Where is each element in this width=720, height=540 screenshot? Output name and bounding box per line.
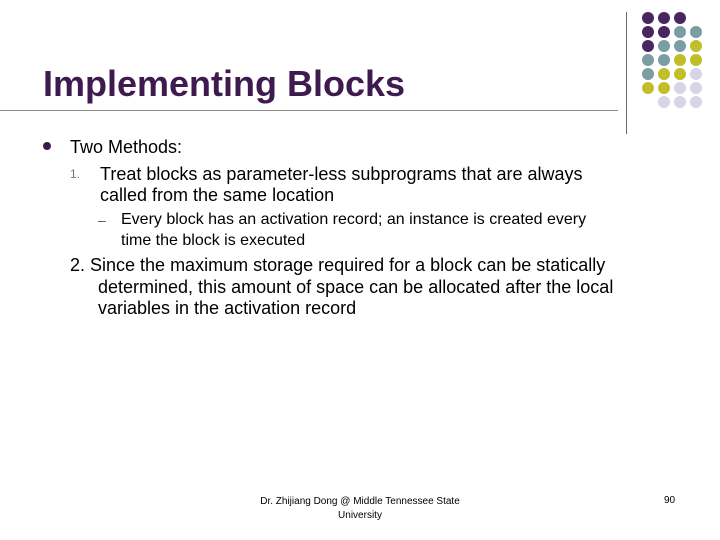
- decorative-dot: [690, 26, 702, 38]
- decorative-dot: [674, 26, 686, 38]
- decorative-dot: [658, 96, 670, 108]
- decorative-dot: [674, 96, 686, 108]
- decorative-dot: [690, 82, 702, 94]
- decorative-dot: [658, 26, 670, 38]
- decorative-dot: [690, 68, 702, 80]
- decorative-dot: [674, 82, 686, 94]
- decorative-dot: [674, 40, 686, 52]
- footer-line-2: University: [338, 509, 382, 521]
- decorative-dot: [642, 26, 654, 38]
- decorative-dot: [642, 68, 654, 80]
- decorative-dot: [690, 96, 702, 108]
- footer-line-1: Dr. Zhijiang Dong @ Middle Tennessee State: [260, 496, 460, 507]
- decorative-dot: [690, 54, 702, 66]
- decorative-dot: [658, 12, 670, 24]
- decorative-dot: [642, 82, 654, 94]
- decorative-dot: [658, 40, 670, 52]
- detail-line-2: time the block is executed: [121, 232, 306, 249]
- sub-item-1-line-1: Treat blocks as parameter-less subprograms that are always: [100, 164, 583, 184]
- numbered-marker: 1.: [70, 167, 81, 181]
- page-number: 90: [664, 495, 676, 506]
- sub-item-2-line-2: determined, this amount of space can be allocated after the local: [98, 277, 614, 297]
- sub-item-2-line-1: 2. Since the maximum storage required for a block can be statically: [70, 255, 606, 275]
- detail-line-1: Every block has an activation record; an instance is created every: [121, 211, 587, 228]
- decorative-dot: [658, 54, 670, 66]
- decorative-dot: [642, 40, 654, 52]
- decorative-dot: [674, 12, 686, 24]
- decorative-dot: [674, 54, 686, 66]
- decorative-dot: [674, 68, 686, 80]
- sub-item-2-line-3: variables in the activation record: [98, 298, 357, 318]
- decorative-dot: [642, 54, 654, 66]
- slide-title: Implementing Blocks: [43, 63, 406, 104]
- decorative-dot: [690, 40, 702, 52]
- decorative-dot: [642, 12, 654, 24]
- decorative-dot: [658, 82, 670, 94]
- dash-marker: –: [98, 212, 106, 228]
- title-divider: [0, 110, 618, 111]
- decorative-dot-grid: [640, 10, 720, 120]
- vertical-divider: [626, 12, 627, 134]
- bullet-text: Two Methods:: [70, 137, 183, 157]
- sub-item-1-line-2: called from the same location: [100, 185, 335, 205]
- decorative-dot: [658, 68, 670, 80]
- slide-footer: [240, 495, 480, 522]
- bullet-dot-icon: [43, 142, 51, 150]
